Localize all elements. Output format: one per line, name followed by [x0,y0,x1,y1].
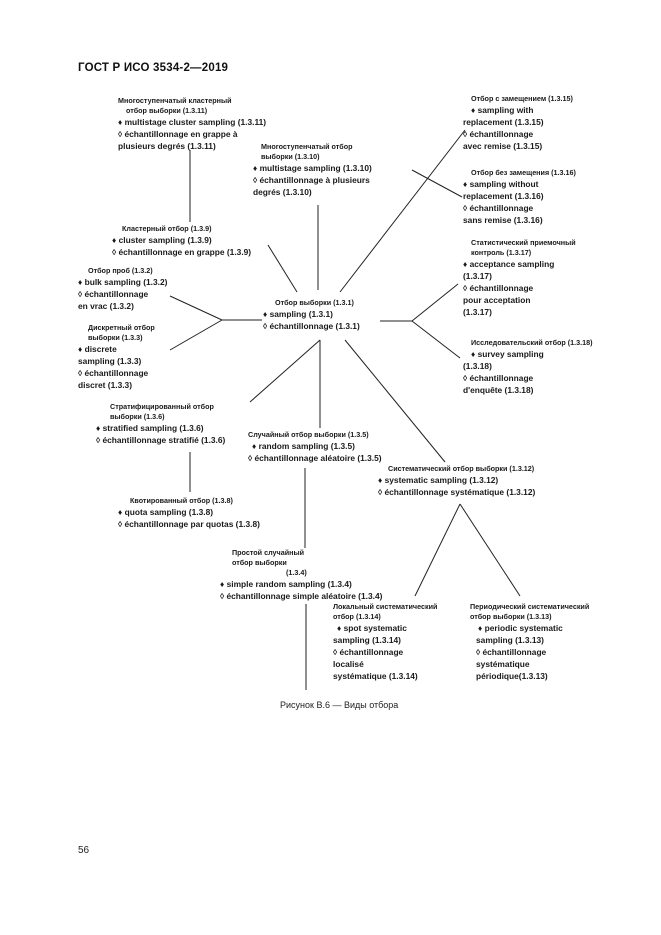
node-fr-term: ◊ échantillonnage par quotas (1.3.8) [118,519,260,529]
node-multistage-sampling [253,142,372,198]
node-ru-label: отбор выборки (1.3.11) [126,106,208,115]
node-ru-label: Отбор с замещением (1.3.15) [471,94,573,103]
node-en-term: ♦ cluster sampling (1.3.9) [112,235,212,245]
node-en-term: replacement (1.3.15) [463,117,544,127]
page-number: 56 [78,845,90,856]
node-ru-label: Кластерный отбор (1.3.9) [122,224,212,233]
node-ru-label: Стратифицированный отбор [110,402,214,411]
node-fr-term: degrés (1.3.10) [253,187,312,197]
node-ru-label: отбор выборки (1.3.13) [470,612,552,621]
connector [415,504,460,596]
node-en-term: ♦ survey sampling [471,349,544,359]
node-en-term: (1.3.18) [463,361,492,371]
node-en-term: ♦ quota sampling (1.3.8) [118,507,214,517]
node-fr-term: pour acceptation [463,295,531,305]
node-fr-term: ◊ échantillonnage [463,373,534,383]
node-en-term: ♦ simple random sampling (1.3.4) [220,579,352,589]
node-ru-label: выборки (1.3.3) [88,333,143,342]
node-en-term: sampling (1.3.14) [333,635,401,645]
node-fr-term: ◊ échantillonnage [463,203,534,213]
node-en-term: ♦ acceptance sampling [463,259,555,269]
node-en-term: ♦ discrete [78,344,117,354]
node-ru-label: Дискретный отбор [88,323,155,332]
node-fr-term: ◊ échantillonnage simple aléatoire (1.3.4) [220,591,383,601]
node-fr-term: discret (1.3.3) [78,380,132,390]
node-simple-random-sampling [220,548,382,602]
figure-caption: Рисунок В.6 — Виды отбора [280,700,399,710]
connector [412,284,458,321]
node-quota-sampling [118,496,260,530]
node-fr-term: ◊ échantillonnage [463,283,534,293]
node-ru-label: Простой случайный [232,548,305,557]
node-fr-term: ◊ échantillonnage [78,368,149,378]
node-fr-term: plusieurs degrés (1.3.11) [118,141,216,151]
node-fr-term: ◊ échantillonnage [463,129,534,139]
node-multistage-cluster-sampling [118,96,266,152]
node-fr-term: ◊ échantillonnage systématique (1.3.12) [378,487,536,497]
node-ru-label: Исследовательский отбор (1.3.18) [471,338,593,347]
node-fr-term: ◊ échantillonnage aléatoire (1.3.5) [248,453,382,463]
node-fr-term: ◊ échantillonnage [78,289,149,299]
node-en-term: sampling (1.3.13) [476,635,544,645]
node-fr-term: localisé [333,659,364,669]
node-ru-label: Отбор проб (1.3.2) [88,266,153,275]
node-spot-systematic-sampling [333,602,437,682]
node-ru-label: Многоступенчатый кластерный [118,96,232,105]
node-sampling [263,298,360,332]
node-fr-term: périodique(1.3.13) [476,671,548,681]
node-ru-label: выборки (1.3.6) [110,412,165,421]
connector [170,296,222,320]
node-ru-label: контроль (1.3.17) [471,248,532,257]
connector [170,320,222,350]
node-random-sampling [248,430,382,464]
node-en-term: ♦ sampling with [471,105,534,115]
node-ru-label: Статистический приемочный [471,238,576,247]
document-header: ГОСТ Р ИСО 3534-2—2019 [78,62,229,74]
node-discrete-sampling [78,323,155,391]
node-en-term: ♦ periodic systematic [478,623,563,633]
connector [412,170,462,197]
node-en-term: ♦ systematic sampling (1.3.12) [378,475,499,485]
connector [250,340,320,402]
node-survey-sampling [463,338,593,396]
node-en-term: ♦ multistage sampling (1.3.10) [253,163,372,173]
node-fr-term: sans remise (1.3.16) [463,215,543,225]
node-fr-term: d'enquête (1.3.18) [463,385,534,395]
node-cluster-sampling [112,224,251,258]
connector [460,504,520,596]
node-fr-term: ◊ échantillonnage (1.3.1) [263,321,360,331]
node-ru-label: Отбор без замещения (1.3.16) [471,168,576,177]
node-ru-label: Локальный систематический [333,602,438,611]
node-en-term: sampling (1.3.3) [78,356,142,366]
node-en-term: ♦ sampling without [463,179,539,189]
node-fr-term: avec remise (1.3.15) [463,141,543,151]
node-sampling-without-replacement [463,168,576,226]
node-fr-term: ◊ échantillonnage [476,647,547,657]
node-fr-term: ◊ échantillonnage à plusieurs [253,175,370,185]
node-ru-label: Квотированный отбор (1.3.8) [130,496,233,505]
node-ru-label: Случайный отбор выборки (1.3.5) [248,430,369,439]
node-en-term: ♦ spot systematic [337,623,407,633]
node-en-term: ♦ stratified sampling (1.3.6) [96,423,204,433]
node-ru-label: (1.3.4) [286,568,307,577]
node-fr-term: (1.3.17) [463,307,492,317]
node-ru-label: Отбор выборки (1.3.1) [275,298,354,307]
node-periodic-systematic-sampling [470,602,589,682]
node-acceptance-sampling [463,238,576,318]
node-fr-term: systématique [476,659,530,669]
node-ru-label: Систематический отбор выборки (1.3.12) [388,464,535,473]
node-ru-label: выборки (1.3.10) [261,152,320,161]
node-fr-term: systématique (1.3.14) [333,671,418,681]
connector [412,321,460,358]
node-bulk-sampling [78,266,167,312]
node-en-term: replacement (1.3.16) [463,191,544,201]
node-en-term: ♦ random sampling (1.3.5) [252,441,355,451]
node-en-term: ♦ sampling (1.3.1) [263,309,333,319]
node-stratified-sampling [96,402,225,446]
node-ru-label: Многоступенчатый отбор [261,142,353,151]
node-ru-label: отбор (1.3.14) [333,612,381,621]
node-en-term: ♦ multistage cluster sampling (1.3.11) [118,117,267,127]
node-en-term: (1.3.17) [463,271,492,281]
node-en-term: ♦ bulk sampling (1.3.2) [78,277,168,287]
node-fr-term: ◊ échantillonnage stratifié (1.3.6) [96,435,226,445]
node-fr-term: ◊ échantillonnage en grappe à [118,129,238,139]
node-ru-label: отбор выборки [232,558,287,567]
node-ru-label: Периодический систематический [470,602,590,611]
node-fr-term: en vrac (1.3.2) [78,301,134,311]
connector [268,245,297,292]
node-fr-term: ◊ échantillonnage [333,647,404,657]
node-systematic-sampling [378,464,535,498]
node-sampling-with-replacement [463,94,573,152]
node-fr-term: ◊ échantillonnage en grappe (1.3.9) [112,247,252,257]
